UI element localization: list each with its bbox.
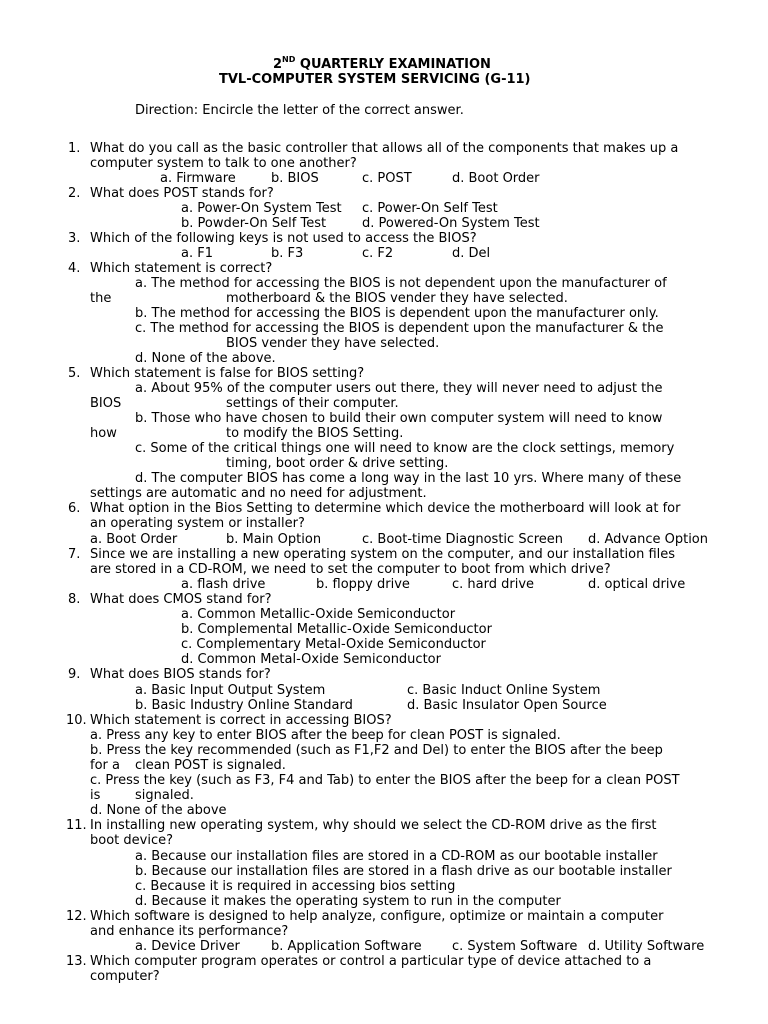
answer-choice: d. None of the above.	[135, 351, 276, 366]
answer-choice: a. Firmware	[160, 171, 236, 186]
answer-choice: d. optical drive	[588, 577, 686, 592]
direction-text: Direction: Encircle the letter of the correct answer.	[135, 103, 464, 118]
answer-choice: b. F3	[271, 246, 304, 261]
answer-choice: a. Common Metallic-Oxide Semiconductor	[181, 607, 456, 622]
answer-choice: c. Complementary Metal-Oxide Semiconductor	[181, 637, 486, 652]
answer-choice: a. Because our installation files are stored in a CD-ROM as our bootable installer	[135, 849, 658, 864]
question-number: 12.	[66, 909, 87, 924]
answer-choice: a. About 95% of the computer users out there, they will never need to adjust the	[135, 381, 663, 396]
answer-choice: c. F2	[362, 246, 394, 261]
question-text: and enhance its performance?	[90, 924, 289, 939]
answer-choice: a. Device Driver	[135, 939, 240, 954]
answer-choice: a. flash drive	[181, 577, 266, 592]
question-text: Which statement is correct in accessing BIOS?	[90, 713, 392, 728]
answer-choice: d. None of the above	[90, 803, 227, 818]
question-text: timing, boot order & drive setting.	[226, 456, 449, 471]
question-number: 3.	[68, 231, 81, 246]
answer-choice: c. POST	[362, 171, 412, 186]
question-text: Which statement is correct?	[90, 261, 273, 276]
question-text: Which of the following keys is not used to access the BIOS?	[90, 231, 477, 246]
question-text: signaled.	[135, 788, 194, 803]
answer-choice: c. The method for accessing the BIOS is dependent upon the manufacturer & the	[135, 321, 664, 336]
answer-choice: b. Application Software	[271, 939, 422, 954]
answer-choice: b. Those who have chosen to build their own computer system will need to know	[135, 411, 663, 426]
question-text: Which computer program operates or control a particular type of device attached to a	[90, 954, 652, 969]
question-number: 1.	[68, 141, 81, 156]
answer-choice: c. Power-On Self Test	[362, 201, 498, 216]
question-text: BIOS vender they have selected.	[226, 336, 440, 351]
title-text: QUARTERLY EXAMINATION	[295, 57, 491, 72]
question-text: motherboard & the BIOS vender they have selected.	[226, 291, 568, 306]
question-text: What option in the Bios Setting to determine which device the motherboard will look at for	[90, 501, 681, 516]
question-text: boot device?	[90, 833, 173, 848]
question-text: clean POST is signaled.	[135, 758, 286, 773]
answer-choice: c. System Software	[452, 939, 578, 954]
question-text: What do you call as the basic controller that allows all of the components that makes up a	[90, 141, 679, 156]
answer-choice: b. Basic Industry Online Standard	[135, 698, 353, 713]
question-number: 5.	[68, 366, 81, 381]
answer-choice: b. Press the key recommended (such as F1,F2 and Del) to enter the BIOS after the beep	[90, 743, 663, 758]
answer-choice: b. The method for accessing the BIOS is dependent upon the manufacturer only.	[135, 306, 659, 321]
answer-choice: b. Main Option	[226, 532, 322, 547]
question-text: In installing new operating system, why should we select the CD-ROM drive as the first	[90, 818, 657, 833]
question-text: for a	[90, 758, 120, 773]
answer-choice: b. Complemental Metallic-Oxide Semiconductor	[181, 622, 492, 637]
title-superscript: ND	[282, 55, 296, 64]
question-text: settings of their computer.	[226, 396, 399, 411]
question-text: an operating system or installer?	[90, 516, 305, 531]
question-text: What does BIOS stands for?	[90, 667, 271, 682]
question-text: Since we are installing a new operating system on the computer, and our installation files	[90, 547, 676, 562]
exam-subtitle: TVL-COMPUTER SYSTEM SERVICING (G-11)	[219, 72, 531, 87]
question-number: 2.	[68, 186, 81, 201]
answer-choice: a. Press any key to enter BIOS after the beep for clean POST is signaled.	[90, 728, 561, 743]
title-number: 2	[273, 57, 283, 72]
answer-choice: d. Advance Option	[588, 532, 708, 547]
question-number: 9.	[68, 667, 81, 682]
question-text: What does CMOS stand for?	[90, 592, 272, 607]
answer-choice: d. Because it makes the operating system to run in the computer	[135, 894, 561, 909]
exam-title	[273, 57, 491, 72]
question-number: 13.	[66, 954, 87, 969]
answer-choice: b. Because our installation files are stored in a flash drive as our bootable installer	[135, 864, 672, 879]
answer-choice: d. Common Metal-Oxide Semiconductor	[181, 652, 441, 667]
question-text: What does POST stands for?	[90, 186, 274, 201]
question-text: settings are automatic and no need for adjustment.	[90, 486, 427, 501]
answer-choice: b. floppy drive	[316, 577, 410, 592]
question-text: Which software is designed to help analyze, configure, optimize or maintain a computer	[90, 909, 664, 924]
answer-choice: a. The method for accessing the BIOS is not dependent upon the manufacturer of	[135, 276, 667, 291]
answer-choice: c. hard drive	[452, 577, 535, 592]
question-text: the	[90, 291, 112, 306]
answer-choice: d. The computer BIOS has come a long way in the last 10 yrs. Where many of these	[135, 471, 682, 486]
answer-choice: d. Boot Order	[452, 171, 540, 186]
answer-choice: b. BIOS	[271, 171, 319, 186]
question-text: Which statement is false for BIOS setting?	[90, 366, 365, 381]
answer-choice: c. Boot-time Diagnostic Screen	[362, 532, 564, 547]
answer-choice: a. F1	[181, 246, 213, 261]
answer-choice: a. Power-On System Test	[181, 201, 342, 216]
question-number: 6.	[68, 501, 81, 516]
answer-choice: d. Powered-On System Test	[362, 216, 540, 231]
answer-choice: c. Because it is required in accessing bios setting	[135, 879, 456, 894]
question-text: computer system to talk to one another?	[90, 156, 357, 171]
question-number: 4.	[68, 261, 81, 276]
question-text: computer?	[90, 969, 160, 984]
answer-choice: d. Basic Insulator Open Source	[407, 698, 607, 713]
question-number: 8.	[68, 592, 81, 607]
question-text: how	[90, 426, 117, 441]
question-text: to modify the BIOS Setting.	[226, 426, 404, 441]
answer-choice: c. Basic Induct Online System	[407, 683, 601, 698]
question-number: 10.	[66, 713, 87, 728]
answer-choice: c. Some of the critical things one will need to know are the clock settings, memory	[135, 441, 675, 456]
answer-choice: d. Utility Software	[588, 939, 705, 954]
answer-choice: a. Boot Order	[90, 532, 178, 547]
question-number: 11.	[66, 818, 87, 833]
question-text: are stored in a CD-ROM, we need to set the computer to boot from which drive?	[90, 562, 611, 577]
answer-choice: d. Del	[452, 246, 491, 261]
question-text: is	[90, 788, 101, 803]
answer-choice: a. Basic Input Output System	[135, 683, 326, 698]
answer-choice: b. Powder-On Self Test	[181, 216, 327, 231]
answer-choice: c. Press the key (such as F3, F4 and Tab) to enter the BIOS after the beep for a clean POST	[90, 773, 680, 788]
question-number: 7.	[68, 547, 81, 562]
question-text: BIOS	[90, 396, 122, 411]
